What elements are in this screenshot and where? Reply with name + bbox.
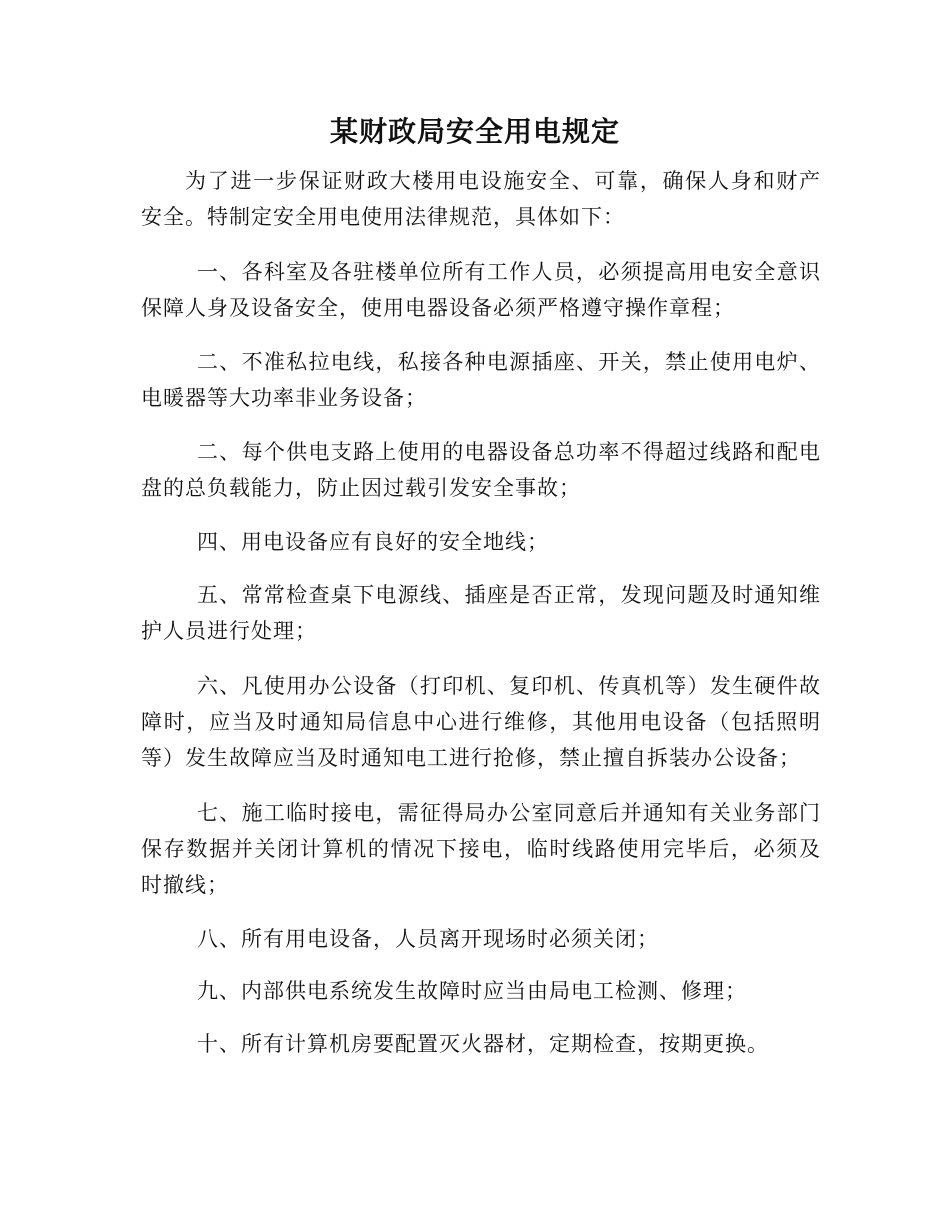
document-title: 某财政局安全用电规定 (329, 115, 620, 148)
rule-item-7: 七、施工临时接电，需征得局办公室同意后并通知有关业务部门保存数据并关闭计算机的情况下接电，临时线路使用完毕后，必须及时撤线； (141, 801, 821, 897)
rule-item-8: 八、所有用电设备，人员离开现场时必须关闭； (197, 927, 659, 951)
rule-item-4: 四、用电设备应有良好的安全地线； (197, 530, 549, 554)
rule-item-6: 六、凡使用办公设备（打印机、复印机、传真机等）发生硬件故障时，应当及时通知局信息中心进行维修，其他用电设备（包括照明等）发生故障应当及时通知电工进行抢修，禁止擅自拆装办公设备； (141, 674, 821, 770)
rule-item-3: 二、每个供电支路上使用的电器设备总功率不得超过线路和配电盘的总负载能力，防止因过载引发安全事故； (141, 440, 821, 500)
rule-item-10: 十、所有计算机房要配置灭火器材，定期检查，按期更换。 (197, 1032, 769, 1056)
rule-item-2: 二、不准私拉电线，私接各种电源插座、开关，禁止使用电炉、电暖器等大功率非业务设备； (141, 350, 821, 410)
intro-paragraph: 为了进一步保证财政大楼用电设施安全、可靠，确保人身和财产安全。特制定安全用电使用法律规范，具体如下： (141, 169, 821, 229)
rule-item-9: 九、内部供电系统发生故障时应当由局电工检测、修理； (197, 979, 747, 1003)
rule-item-5: 五、常常检查桌下电源线、插座是否正常，发现问题及时通知维护人员进行处理； (141, 583, 821, 643)
rule-item-1: 一、各科室及各驻楼单位所有工作人员，必须提高用电安全意识保障人身及设备安全，使用电器设备必须严格遵守操作章程； (141, 260, 821, 320)
